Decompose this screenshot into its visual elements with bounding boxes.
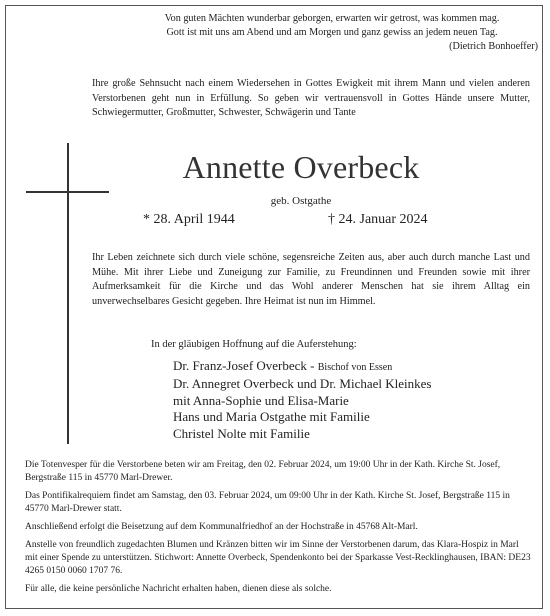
mourner-line: Christel Nolte mit Familie xyxy=(173,425,310,441)
mourner-title: Bischof von Essen xyxy=(317,362,393,373)
poem-line: Von guten Mächten wunderbar geborgen, erwarten wir getrost, was kommen mag. xyxy=(164,13,500,24)
mourner-name: Dr. Franz-Josef Overbeck - xyxy=(173,358,315,373)
mourners-list xyxy=(173,358,473,442)
poem-author: (Dietrich Bonhoeffer) xyxy=(449,41,538,52)
mourner-line: Dr. Annegret Overbeck und Dr. Michael Kleinkes xyxy=(173,376,432,392)
donation-info: Anstelle von freundlich zugedachten Blumen und Kränzen bitten wir im Sinne der Verstorbenen darum, das Klara-Hospiz in Marl mit einer Spende zu unterstützen. Stichwort: Annette Overbeck, Spendenkonto bei der Sparkasse Vest-Recklinghausen, IBAN: DE23 4265 0150 0060 1707 76. xyxy=(25,540,531,576)
intro-text: Ihre große Sehnsucht nach einem Wiedersehen in Gottes Ewigkeit mit ihrem Mann und vielen anderen Verstorbenen geht nun in Erfüllung. So geben wir vertrauensvoll in Gottes Hände unsere Mutter, Schwiegermutter, Großmutter, Schwester, Schwägerin und Tante xyxy=(92,78,530,118)
cross-horizontal-bar xyxy=(26,191,109,193)
death-date: † 24. Januar 2024 xyxy=(328,212,428,227)
poem-line: Gott ist mit uns am Abend und am Morgen und ganz gewiss an jedem neuen Tag. xyxy=(166,27,498,38)
birth-date: * 28. April 1944 xyxy=(143,212,235,227)
hope-line: In der gläubigen Hoffnung auf die Auferstehung: xyxy=(151,339,357,350)
burial-info: Anschließend erfolgt die Beisetzung auf dem Kommunalfriedhof an der Hochstraße in 45768 Alt-Marl. xyxy=(25,522,418,532)
requiem-info: Das Pontifikalrequiem findet am Samstag, den 03. Februar 2024, um 09:00 Uhr in der Kath. Kirche St. Josef, Bergstraße 115 in 45770 Marl-Drewer statt. xyxy=(25,491,510,514)
funeral-info xyxy=(25,459,532,601)
closing-note: Für alle, die keine persönliche Nachricht erhalten haben, dienen diese als solche. xyxy=(25,584,332,594)
mourner-line xyxy=(173,358,473,376)
mourner-line: mit Anna-Sophie und Elisa-Marie xyxy=(173,392,349,408)
maiden-name: geb. Ostgathe xyxy=(270,195,332,207)
poem-quote xyxy=(126,12,538,54)
vesper-info: Die Totenvesper für die Verstorbene beten wir am Freitag, den 02. Februar 2024, um 19:00 Uhr in der Kath. Kirche St. Josef, Bergstraße 115 in 45770 Marl-Drewer. xyxy=(25,460,501,483)
obituary-notice xyxy=(5,5,543,609)
life-text: Ihr Leben zeichnete sich durch viele schöne, segensreiche Zeiten aus, aber auch durch manche Last und Mühe. Mit ihrer Liebe und Zuneigung zur Familie, zu Freundinnen und Freunden sowie mit ihrer Aufmerksamkeit für die Kirche und das Wohl anderer Menschen hat sie ihrem Alltag ein unverwechselbares Gesicht gegeben. Ihre Heimat ist nun im Himmel. xyxy=(92,252,530,307)
deceased-name: Annette Overbeck xyxy=(182,149,420,185)
cross-vertical-bar xyxy=(67,143,69,444)
mourner-line: Hans und Maria Ostgathe mit Familie xyxy=(173,409,370,425)
